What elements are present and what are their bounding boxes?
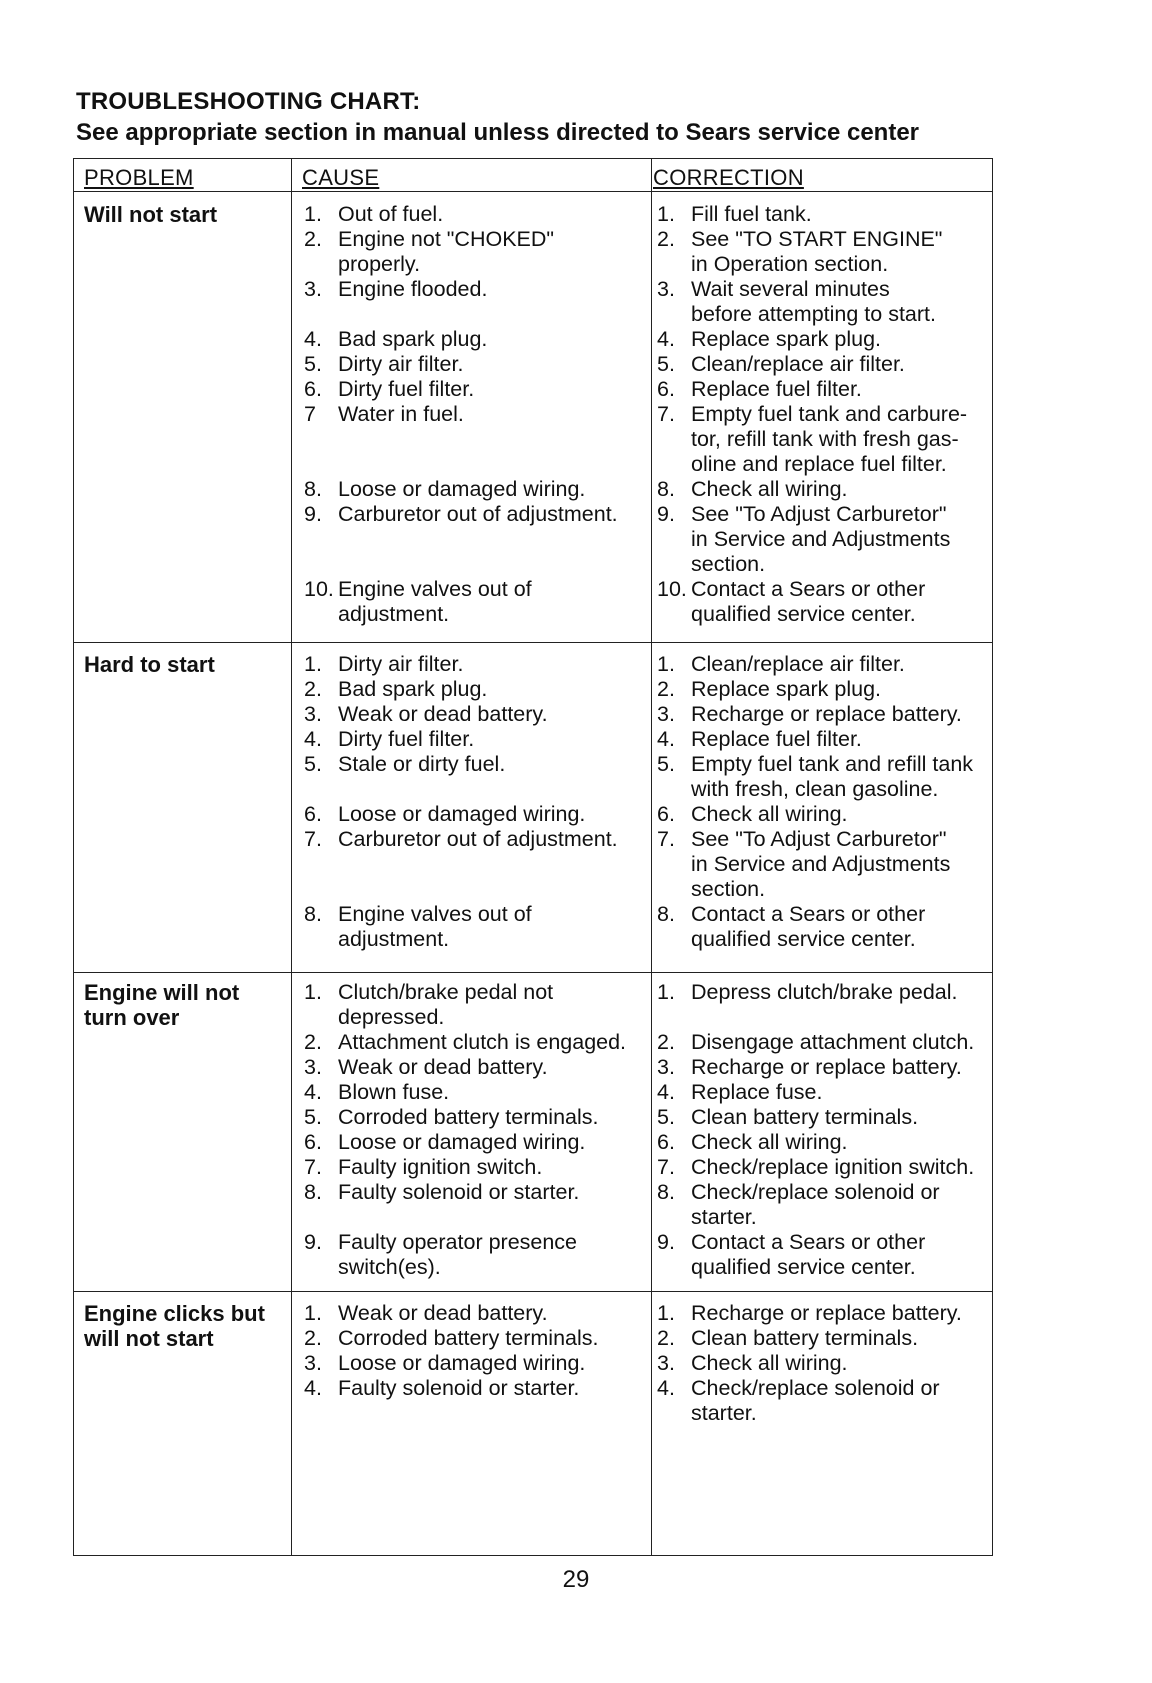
- cause-item: [304, 902, 649, 952]
- cause-item: [304, 577, 649, 627]
- cause-text: Weak or dead battery.: [338, 1301, 548, 1325]
- column-divider-cause-correction: [651, 159, 652, 1555]
- cause-text: [338, 1205, 649, 1230]
- cause-item: [304, 652, 649, 677]
- correction-text: oline and replace fuel filter.: [691, 452, 947, 476]
- correction-text: starter.: [691, 1205, 757, 1229]
- correction-item: [657, 1180, 992, 1230]
- correction-number: 1.: [657, 1301, 675, 1325]
- cause-text: Loose or damaged wiring.: [338, 802, 586, 826]
- problem-text: turn over: [84, 1005, 180, 1030]
- cause-text: [338, 877, 649, 902]
- correction-text: Clean/replace air filter.: [691, 652, 905, 676]
- cause-number: 5.: [304, 352, 322, 376]
- cause-item: [304, 402, 649, 477]
- correction-number: 1.: [657, 980, 675, 1004]
- correction-item: [657, 1230, 992, 1280]
- cause-number: 4.: [304, 1080, 322, 1104]
- cause-text: Blown fuse.: [338, 1080, 450, 1104]
- row-divider-1: [74, 642, 992, 643]
- cause-text: properly.: [338, 252, 421, 276]
- column-divider-problem-cause: [291, 159, 292, 1555]
- cause-item: [304, 477, 649, 502]
- cause-number: 6.: [304, 802, 322, 826]
- correction-number: 6.: [657, 1130, 675, 1154]
- correction-number: 2.: [657, 1030, 675, 1054]
- chart-title: TROUBLESHOOTING CHART:: [76, 88, 421, 115]
- correction-list: [657, 652, 992, 952]
- correction-number: 5.: [657, 752, 675, 776]
- correction-number: 2.: [657, 227, 675, 251]
- problem-label: [84, 1301, 284, 1351]
- cause-item: [304, 202, 649, 227]
- cause-text: [338, 302, 649, 327]
- cause-item: [304, 352, 649, 377]
- correction-text: Check/replace solenoid or: [691, 1180, 940, 1204]
- correction-item: [657, 1351, 992, 1376]
- correction-item: [657, 502, 992, 577]
- cause-text: [338, 452, 649, 477]
- cause-text: Dirty air filter.: [338, 652, 464, 676]
- correction-number: 10.: [657, 577, 687, 601]
- cause-text: [338, 427, 649, 452]
- correction-text: before attempting to start.: [691, 302, 936, 326]
- cause-item: [304, 1376, 649, 1401]
- correction-number: 3.: [657, 1055, 675, 1079]
- correction-text: qualified service center.: [691, 602, 916, 626]
- problem-label: [84, 202, 284, 227]
- cause-text: Corroded battery terminals.: [338, 1326, 599, 1350]
- correction-item: [657, 377, 992, 402]
- cause-number: 4.: [304, 327, 322, 351]
- correction-item: [657, 352, 992, 377]
- cause-number: 8.: [304, 1180, 322, 1204]
- correction-text: Replace spark plug.: [691, 677, 882, 701]
- cause-number: 1.: [304, 652, 322, 676]
- cause-number: 5.: [304, 752, 322, 776]
- cause-item: [304, 1105, 649, 1130]
- correction-text: with fresh, clean gasoline.: [691, 777, 939, 801]
- cause-text: [338, 777, 649, 802]
- correction-item: [657, 677, 992, 702]
- header-correction: CORRECTION: [653, 165, 804, 190]
- cause-number: 2.: [304, 227, 322, 251]
- correction-number: 3.: [657, 1351, 675, 1375]
- correction-list: [657, 202, 992, 627]
- header-problem: PROBLEM: [84, 165, 194, 190]
- correction-item: [657, 202, 992, 227]
- cause-item: [304, 752, 649, 802]
- correction-item: [657, 1376, 992, 1426]
- cause-number: 8.: [304, 902, 322, 926]
- correction-number: 8.: [657, 902, 675, 926]
- correction-text: Contact a Sears or other: [691, 1230, 926, 1254]
- correction-number: 1.: [657, 652, 675, 676]
- cause-text: depressed.: [338, 1005, 445, 1029]
- cause-item: [304, 677, 649, 702]
- cause-item: [304, 1155, 649, 1180]
- cause-list: [304, 202, 649, 627]
- cause-number: 3.: [304, 277, 322, 301]
- cause-item: [304, 502, 649, 577]
- cause-number: 2.: [304, 677, 322, 701]
- correction-item: [657, 477, 992, 502]
- correction-text: tor, refill tank with fresh gas-: [691, 427, 959, 451]
- correction-text: Check all wiring.: [691, 477, 848, 501]
- cause-text: adjustment.: [338, 602, 450, 626]
- cause-item: [304, 227, 649, 277]
- cause-text: Stale or dirty fuel.: [338, 752, 506, 776]
- problem-label: [84, 980, 284, 1030]
- cause-list: [304, 652, 649, 952]
- chart-subtitle: See appropriate section in manual unless directed to Sears service center: [76, 119, 919, 146]
- cause-text: Engine valves out of: [338, 577, 532, 601]
- cause-text: Carburetor out of adjustment.: [338, 827, 618, 851]
- cause-text: Out of fuel.: [338, 202, 444, 226]
- correction-item: [657, 1030, 992, 1055]
- correction-text: in Operation section.: [691, 252, 889, 276]
- correction-number: 7.: [657, 827, 675, 851]
- cause-text: Weak or dead battery.: [338, 702, 548, 726]
- cause-number: 3.: [304, 702, 322, 726]
- correction-text: Contact a Sears or other: [691, 577, 926, 601]
- cause-number: 5.: [304, 1105, 322, 1129]
- cause-item: [304, 702, 649, 727]
- cause-text: adjustment.: [338, 927, 450, 951]
- correction-item: [657, 1055, 992, 1080]
- cause-text: Water in fuel.: [338, 402, 464, 426]
- cause-item: [304, 980, 649, 1030]
- cause-text: Faulty solenoid or starter.: [338, 1180, 580, 1204]
- cause-text: Engine not "CHOKED": [338, 227, 555, 251]
- cause-text: Attachment clutch is engaged.: [338, 1030, 627, 1054]
- correction-text: Replace fuel filter.: [691, 727, 862, 751]
- correction-item: [657, 1080, 992, 1105]
- correction-item: [657, 652, 992, 677]
- correction-number: 6.: [657, 802, 675, 826]
- page-number: 29: [562, 1566, 590, 1593]
- cause-text: Clutch/brake pedal not: [338, 980, 554, 1004]
- correction-item: [657, 1326, 992, 1351]
- cause-number: 2.: [304, 1030, 322, 1054]
- row-divider-2: [74, 972, 992, 973]
- cause-text: Dirty fuel filter.: [338, 727, 475, 751]
- cause-number: 8.: [304, 477, 322, 501]
- correction-item: [657, 1301, 992, 1326]
- correction-text: Clean battery terminals.: [691, 1326, 919, 1350]
- cause-number: 3.: [304, 1351, 322, 1375]
- correction-number: 9.: [657, 1230, 675, 1254]
- cause-item: [304, 1130, 649, 1155]
- correction-text: Replace fuse.: [691, 1080, 823, 1104]
- cause-number: 10.: [304, 577, 334, 601]
- correction-item: [657, 227, 992, 277]
- correction-text: Empty fuel tank and carbure-: [691, 402, 968, 426]
- cause-item: [304, 802, 649, 827]
- cause-item: [304, 1301, 649, 1326]
- cause-number: 4.: [304, 1376, 322, 1400]
- correction-number: 5.: [657, 1105, 675, 1129]
- correction-number: 5.: [657, 352, 675, 376]
- correction-number: 6.: [657, 377, 675, 401]
- correction-text: Recharge or replace battery.: [691, 1301, 962, 1325]
- correction-number: 4.: [657, 727, 675, 751]
- correction-item: [657, 702, 992, 727]
- correction-item: [657, 727, 992, 752]
- problem-label: [84, 652, 284, 677]
- correction-text: in Service and Adjustments: [691, 852, 951, 876]
- correction-text: See "TO START ENGINE": [691, 227, 943, 251]
- correction-text: Wait several minutes: [691, 277, 890, 301]
- header-divider: [74, 191, 992, 192]
- cause-text: Faulty operator presence: [338, 1230, 578, 1254]
- cause-item: [304, 1180, 649, 1230]
- cause-text: Faulty solenoid or starter.: [338, 1376, 580, 1400]
- correction-text: qualified service center.: [691, 1255, 916, 1279]
- correction-number: 3.: [657, 702, 675, 726]
- correction-text: Clean/replace air filter.: [691, 352, 905, 376]
- problem-text: will not start: [84, 1326, 214, 1351]
- correction-text: Check all wiring.: [691, 802, 848, 826]
- correction-number: 3.: [657, 277, 675, 301]
- cause-text: Loose or damaged wiring.: [338, 1351, 586, 1375]
- correction-text: See "To Adjust Carburetor": [691, 502, 947, 526]
- correction-text: in Service and Adjustments: [691, 527, 951, 551]
- correction-text: Check all wiring.: [691, 1130, 848, 1154]
- cause-text: Faulty ignition switch.: [338, 1155, 543, 1179]
- correction-number: 9.: [657, 502, 675, 526]
- problem-text: Engine will not: [84, 980, 240, 1005]
- correction-number: 4.: [657, 1376, 675, 1400]
- correction-text: qualified service center.: [691, 927, 916, 951]
- correction-text: Contact a Sears or other: [691, 902, 926, 926]
- cause-text: [338, 527, 649, 552]
- cause-text: Engine valves out of: [338, 902, 532, 926]
- cause-number: 7: [304, 402, 316, 426]
- correction-number: 4.: [657, 1080, 675, 1104]
- correction-text: Depress clutch/brake pedal.: [691, 980, 958, 1004]
- cause-number: 9.: [304, 502, 322, 526]
- cause-number: 3.: [304, 1055, 322, 1079]
- correction-number: 1.: [657, 202, 675, 226]
- row-divider-3: [74, 1291, 992, 1292]
- correction-number: 7.: [657, 1155, 675, 1179]
- cause-text: Engine flooded.: [338, 277, 488, 301]
- cause-item: [304, 1230, 649, 1280]
- correction-text: Check/replace ignition switch.: [691, 1155, 975, 1179]
- correction-text: starter.: [691, 1401, 757, 1425]
- problem-text: Hard to start: [84, 652, 215, 677]
- troubleshooting-table: [73, 158, 993, 1556]
- cause-item: [304, 1351, 649, 1376]
- cause-item: [304, 377, 649, 402]
- correction-item: [657, 802, 992, 827]
- cause-list: [304, 980, 649, 1280]
- correction-list: [657, 1301, 992, 1426]
- cause-item: [304, 1030, 649, 1055]
- cause-item: [304, 727, 649, 752]
- cause-text: Loose or damaged wiring.: [338, 1130, 586, 1154]
- correction-text: Check/replace solenoid or: [691, 1376, 940, 1400]
- cause-number: 4.: [304, 727, 322, 751]
- cause-item: [304, 277, 649, 327]
- correction-text: Fill fuel tank.: [691, 202, 812, 226]
- problem-text: Will not start: [84, 202, 218, 227]
- correction-item: [657, 902, 992, 952]
- cause-item: [304, 827, 649, 902]
- correction-number: 8.: [657, 1180, 675, 1204]
- correction-text: Clean battery terminals.: [691, 1105, 919, 1129]
- correction-text: Check all wiring.: [691, 1351, 848, 1375]
- correction-number: 4.: [657, 327, 675, 351]
- cause-text: Carburetor out of adjustment.: [338, 502, 618, 526]
- correction-text: See "To Adjust Carburetor": [691, 827, 947, 851]
- cause-text: Dirty air filter.: [338, 352, 464, 376]
- correction-text: Empty fuel tank and refill tank: [691, 752, 974, 776]
- correction-list: [657, 980, 992, 1280]
- correction-item: [657, 577, 992, 627]
- cause-list: [304, 1301, 649, 1401]
- cause-item: [304, 1080, 649, 1105]
- cause-text: [338, 852, 649, 877]
- cause-number: 1.: [304, 1301, 322, 1325]
- cause-text: [338, 552, 649, 577]
- cause-text: Corroded battery terminals.: [338, 1105, 599, 1129]
- correction-item: [657, 827, 992, 902]
- cause-item: [304, 327, 649, 352]
- cause-number: 1.: [304, 980, 322, 1004]
- correction-text: Recharge or replace battery.: [691, 702, 962, 726]
- correction-text: Disengage attachment clutch.: [691, 1030, 975, 1054]
- correction-text: section.: [691, 877, 766, 901]
- correction-text: Replace spark plug.: [691, 327, 882, 351]
- correction-item: [657, 1105, 992, 1130]
- correction-text: section.: [691, 552, 766, 576]
- correction-text: Replace fuel filter.: [691, 377, 862, 401]
- correction-item: [657, 1155, 992, 1180]
- correction-item: [657, 402, 992, 477]
- cause-text: Loose or damaged wiring.: [338, 477, 586, 501]
- problem-text: Engine clicks but: [84, 1301, 265, 1326]
- correction-item: [657, 980, 992, 1030]
- cause-text: Bad spark plug.: [338, 677, 488, 701]
- cause-item: [304, 1326, 649, 1351]
- cause-text: Dirty fuel filter.: [338, 377, 475, 401]
- correction-number: 2.: [657, 1326, 675, 1350]
- cause-number: 9.: [304, 1230, 322, 1254]
- header-cause: CAUSE: [302, 165, 380, 190]
- cause-text: switch(es).: [338, 1255, 441, 1279]
- correction-text: [691, 1005, 992, 1030]
- cause-number: 7.: [304, 1155, 322, 1179]
- cause-item: [304, 1055, 649, 1080]
- cause-text: Weak or dead battery.: [338, 1055, 548, 1079]
- cause-number: 7.: [304, 827, 322, 851]
- cause-number: 1.: [304, 202, 322, 226]
- cause-number: 2.: [304, 1326, 322, 1350]
- correction-number: 2.: [657, 677, 675, 701]
- cause-text: Bad spark plug.: [338, 327, 488, 351]
- correction-item: [657, 277, 992, 327]
- correction-text: Recharge or replace battery.: [691, 1055, 962, 1079]
- correction-item: [657, 752, 992, 802]
- correction-item: [657, 327, 992, 352]
- correction-number: 8.: [657, 477, 675, 501]
- correction-number: 7.: [657, 402, 675, 426]
- cause-number: 6.: [304, 1130, 322, 1154]
- correction-item: [657, 1130, 992, 1155]
- cause-number: 6.: [304, 377, 322, 401]
